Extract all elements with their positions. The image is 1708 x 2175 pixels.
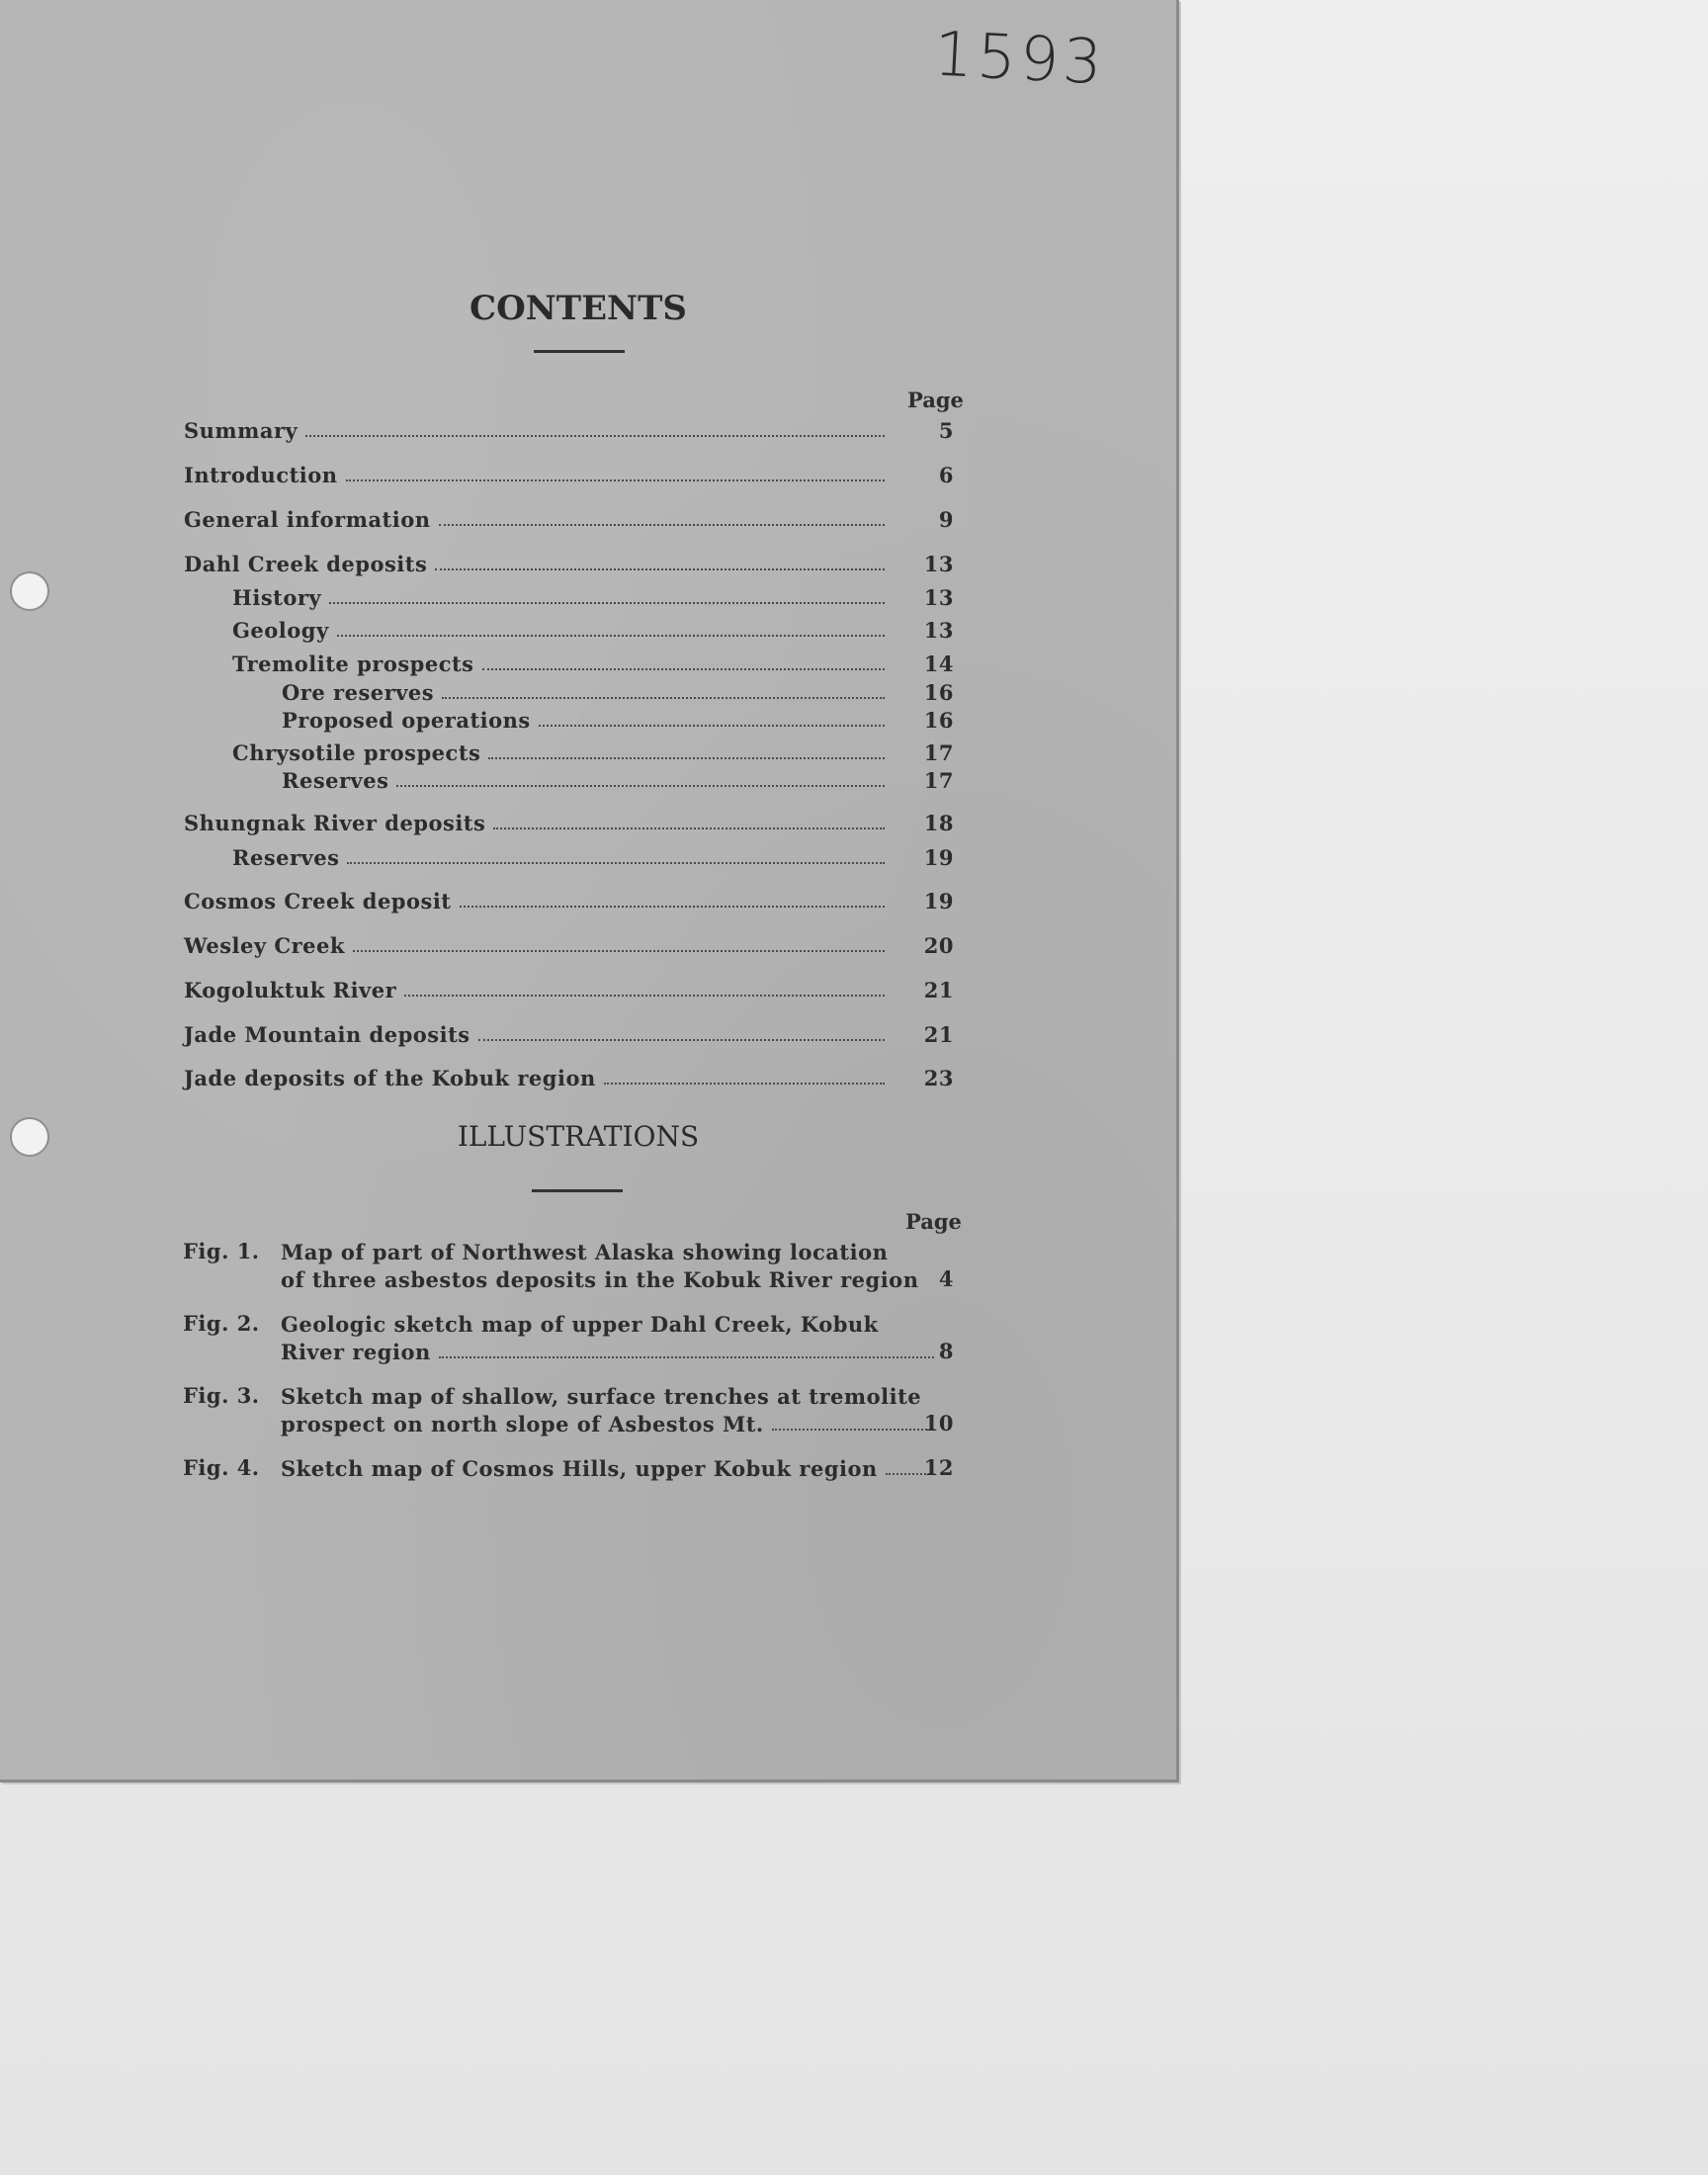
toc-entry-page: 17 xyxy=(923,768,954,793)
toc-entry-label: Jade Mountain deposits xyxy=(184,1022,470,1047)
toc-entry-label: Chrysotile prospects xyxy=(232,740,481,765)
toc-entry-label: Dahl Creek deposits xyxy=(184,552,428,576)
toc-entry-page: 21 xyxy=(923,978,954,1002)
figure-caption-line xyxy=(281,1337,954,1364)
figure-caption-line xyxy=(281,1309,954,1337)
figure-number: Fig. 1. xyxy=(183,1239,260,1263)
contents-title-rule xyxy=(534,350,625,353)
toc-entry-page: 16 xyxy=(923,708,954,733)
figure-page: 10 xyxy=(923,1411,954,1436)
toc-entry-label: Wesley Creek xyxy=(184,933,345,958)
toc-entry-label: Geology xyxy=(232,618,329,643)
figure-number: Fig. 3. xyxy=(183,1383,260,1408)
toc-dot-leader xyxy=(347,862,885,864)
illustrations-title: ILLUSTRATIONS xyxy=(457,1120,700,1153)
figure-caption-text: Map of part of Northwest Alaska showing location xyxy=(281,1240,889,1264)
toc-entry-label: General information xyxy=(184,507,431,532)
toc-entry[interactable] xyxy=(0,928,954,958)
figure-page: 8 xyxy=(938,1339,954,1363)
toc-dot-leader xyxy=(353,950,885,952)
toc-entry[interactable] xyxy=(0,613,954,643)
figure-caption-text: of three asbestos deposits in the Kobuk River region xyxy=(281,1267,919,1292)
toc-entry[interactable] xyxy=(0,840,954,870)
toc-entry-label: Cosmos Creek deposit xyxy=(184,889,452,914)
toc-entry[interactable] xyxy=(0,806,954,835)
toc-dot-leader xyxy=(604,1083,885,1085)
figure-entry[interactable] xyxy=(183,1309,954,1368)
figure-page: 4 xyxy=(938,1266,954,1291)
toc-entry-label: History xyxy=(232,585,322,610)
contents-title: CONTENTS xyxy=(470,289,687,328)
figure-number: Fig. 2. xyxy=(183,1311,260,1336)
toc-entry[interactable] xyxy=(0,647,954,676)
figure-caption-text: prospect on north slope of Asbestos Mt. xyxy=(281,1412,764,1436)
figure-caption-line xyxy=(281,1237,954,1264)
toc-dot-leader xyxy=(329,602,885,604)
toc-entry-page: 13 xyxy=(923,618,954,643)
toc-dot-leader xyxy=(488,757,885,759)
toc-entry-label: Tremolite prospects xyxy=(232,652,474,676)
toc-dot-leader xyxy=(337,635,885,637)
toc-dot-leader xyxy=(460,906,885,908)
toc-dot-leader xyxy=(305,435,885,437)
toc-entry-page: 5 xyxy=(938,418,954,443)
toc-entry[interactable] xyxy=(0,413,954,443)
figure-entry[interactable] xyxy=(183,1237,954,1296)
illustrations-page-column-header: Page xyxy=(905,1209,962,1234)
toc-entry[interactable] xyxy=(0,1017,954,1047)
toc-entry[interactable] xyxy=(0,973,954,1002)
toc-entry[interactable] xyxy=(0,580,954,610)
toc-entry-page: 19 xyxy=(923,845,954,870)
figure-dot-leader xyxy=(439,1356,934,1358)
figure-number: Fig. 4. xyxy=(183,1455,260,1480)
toc-entry[interactable] xyxy=(0,458,954,487)
figure-caption-line xyxy=(281,1453,954,1481)
toc-entry[interactable] xyxy=(0,884,954,914)
toc-entry-page: 18 xyxy=(923,811,954,835)
toc-entry-label: Reserves xyxy=(232,845,340,870)
figure-caption-line xyxy=(281,1264,954,1292)
toc-entry[interactable] xyxy=(0,547,954,576)
figure-caption-text: Sketch map of Cosmos Hills, upper Kobuk region xyxy=(281,1456,878,1481)
toc-dot-leader xyxy=(435,568,885,570)
toc-entry-label: Introduction xyxy=(184,463,338,487)
toc-entry-label: Shungnak River deposits xyxy=(184,811,486,835)
toc-entry-label: Ore reserves xyxy=(282,680,435,705)
toc-entry-page: 23 xyxy=(923,1066,954,1090)
toc-dot-leader xyxy=(439,524,885,526)
figure-caption-line xyxy=(281,1409,954,1436)
toc-dot-leader xyxy=(346,479,885,481)
handwritten-page-number: 1593 xyxy=(932,17,1108,99)
toc-dot-leader xyxy=(442,697,885,699)
toc-entry-page: 19 xyxy=(923,889,954,914)
toc-entry-page: 20 xyxy=(923,933,954,958)
figure-entry[interactable] xyxy=(183,1453,954,1485)
toc-entry-page: 14 xyxy=(923,652,954,676)
punch-hole-bottom xyxy=(10,1117,49,1157)
figure-caption-text: River region xyxy=(281,1340,431,1364)
toc-entry[interactable] xyxy=(0,703,954,733)
figure-caption-text: Sketch map of shallow, surface trenches at tremolite xyxy=(281,1384,922,1409)
toc-entry-label: Proposed operations xyxy=(282,708,531,733)
figure-caption-text: Geologic sketch map of upper Dahl Creek, Kobuk xyxy=(281,1312,879,1337)
toc-dot-leader xyxy=(396,785,885,787)
toc-entry-label: Summary xyxy=(184,418,299,443)
toc-entry[interactable] xyxy=(0,763,954,793)
toc-dot-leader xyxy=(478,1039,885,1041)
toc-entry[interactable] xyxy=(0,736,954,765)
figure-page: 12 xyxy=(923,1455,954,1480)
toc-entry-label: Kogoluktuk River xyxy=(184,978,397,1002)
toc-entry-page: 6 xyxy=(938,463,954,487)
toc-entry-page: 13 xyxy=(923,585,954,610)
toc-entry-label: Reserves xyxy=(282,768,389,793)
toc-entry-page: 13 xyxy=(923,552,954,576)
toc-entry[interactable] xyxy=(0,502,954,532)
toc-entry-page: 9 xyxy=(938,507,954,532)
toc-dot-leader xyxy=(404,995,885,997)
toc-dot-leader xyxy=(539,725,885,727)
contents-page-column-header: Page xyxy=(907,388,964,412)
toc-entry-page: 16 xyxy=(923,680,954,705)
figure-caption-line xyxy=(281,1381,954,1409)
figure-entry[interactable] xyxy=(183,1381,954,1440)
toc-entry-page: 17 xyxy=(923,740,954,765)
toc-dot-leader xyxy=(482,668,885,670)
toc-entry-page: 21 xyxy=(923,1022,954,1047)
toc-entry-label: Jade deposits of the Kobuk region xyxy=(184,1066,596,1090)
toc-dot-leader xyxy=(493,827,885,829)
toc-entry[interactable] xyxy=(0,675,954,705)
toc-entry[interactable] xyxy=(0,1061,954,1090)
illustrations-title-rule xyxy=(532,1189,623,1192)
